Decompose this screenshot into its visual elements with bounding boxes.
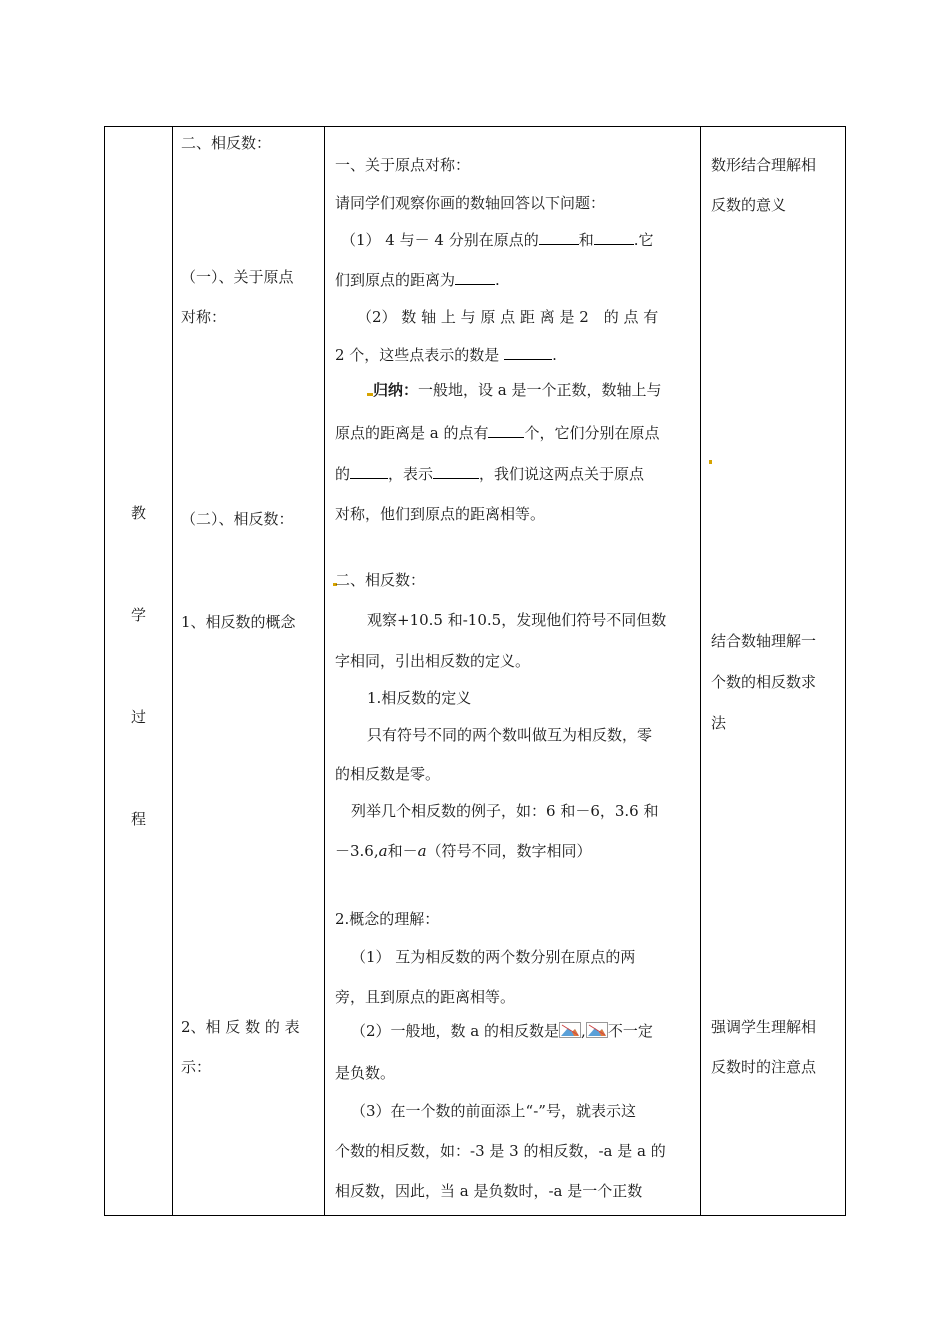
intro-text: 请同学们观察你画的数轴回答以下问题： [335,194,606,212]
example-text: 和－ [387,842,418,860]
note2-line1: 结合数轴理解一 [711,632,817,650]
variable-a: a [378,842,388,860]
summary-text: ，我们说这两点关于原点 [479,465,645,483]
blank-line [455,270,495,285]
understanding2-text: , [581,1022,586,1040]
broken-image-icon [559,1022,581,1038]
topic-sub1-line1: （一）、关于原点 [181,268,294,286]
summary-text: 的 [335,465,351,483]
section1-title: 一、关于原点对称： [335,156,471,174]
note3-line2: 反数时的注意点 [711,1058,817,1076]
broken-image-icon [586,1022,608,1038]
q1-text: 们到原点的距离为 [335,271,456,289]
understanding1-line2: 旁，且到原点的距离相等。 [335,988,516,1006]
note1-line1: 数形结合理解相 [711,156,817,174]
example-text: －3.6, [335,842,379,860]
observe-line1: 观察+10.5 和-10.5，发现他们符号不同但数 [367,611,667,629]
understanding2-line1 [351,1021,653,1041]
stage-label-column [105,127,173,1215]
summary-label: 归纳： [373,381,419,399]
stage-char: 教 [131,504,147,522]
understanding1-line1: （1） 互为相反数的两个数分别在原点的两 [351,948,636,966]
question1-line2 [335,270,500,290]
topic-column [173,127,325,1215]
question1-line1 [341,230,654,250]
stage-char: 程 [131,810,147,828]
q1-text: . [495,271,500,289]
note1-line2: 反数的意义 [711,196,787,214]
understanding-title: 2.概念的理解： [335,910,440,928]
stage-char: 学 [131,606,147,624]
summary-text: 原点的距离是 a 的点有 [335,424,489,442]
topic-item1: 1、相反数的概念 [181,613,296,631]
summary-line2 [335,423,660,443]
topic-sub1-line2: 对称： [181,308,227,326]
understanding3-line2: 个数的相反数，如：-3 是 3 的相反数，-a 是 a 的 [335,1142,666,1160]
example-line1: 列举几个相反数的例子，如：6 和－6，3.6 和 [351,802,659,820]
content-column [325,127,701,1215]
blank-line [350,464,388,479]
understanding2-line2: 是负数。 [335,1064,396,1082]
q2-text: . [552,346,557,364]
highlight-mark [709,460,712,464]
blank-line [433,464,479,479]
blank-line [539,230,579,245]
note2-line3: 法 [711,714,727,732]
definition-line2: 的相反数是零。 [335,765,441,783]
q1-text: （1） 4 与－ 4 分别在原点的 [341,231,539,249]
blank-line [594,230,634,245]
definition-line1: 只有符号不同的两个数叫做互为相反数，零 [367,726,653,744]
summary-text: ，表示 [388,465,434,483]
q1-text: .它 [633,231,654,249]
understanding3-line3: 相反数，因此，当 a 是负数时，-a 是一个正数 [335,1182,643,1200]
topic-sub2: （二）、相反数： [181,510,294,528]
note3-line1: 强调学生理解相 [711,1018,817,1036]
summary-text: 一般地，设 a 是一个正数，数轴上与 [418,381,662,399]
understanding2-text: （2）一般地，数 a 的相反数是 [351,1022,560,1040]
blank-line [504,345,552,360]
understanding3-line1: （3）在一个数的前面添上“-”号，就表示这 [351,1102,636,1120]
question2-line2 [335,345,557,365]
lesson-table [104,126,846,1216]
definition-title: 1.相反数的定义 [367,689,472,707]
example-text: （符号不同，数字相同） [426,842,592,860]
topic-item2-line1: 2、相 反 数 的 表 [181,1018,300,1036]
observe-line2: 字相同，引出相反数的定义。 [335,652,531,670]
summary-text: 个，它们分别在原点 [524,424,660,442]
summary-line1 [373,380,662,400]
variable-a: a [417,842,427,860]
section2-title: 二、相反数： [335,571,426,589]
notes-column [701,127,845,1215]
summary-line4: 对称，他们到原点的距离相等。 [335,505,546,523]
question2-line1: （2） 数 轴 上 与 原 点 距 离 是 2 的 点 有 [357,308,659,326]
q1-text: 和 [578,231,594,249]
example-line2 [335,841,592,861]
topic-heading: 二、相反数： [181,134,272,152]
blank-line [488,423,524,438]
note2-line2: 个数的相反数求 [711,673,817,691]
summary-line3 [335,464,644,484]
q2-text: 2 个，这些点表示的数是 [335,346,505,364]
topic-item2-line2: 示： [181,1058,212,1076]
understanding2-text: 不一定 [607,1022,653,1040]
stage-char: 过 [131,708,147,726]
